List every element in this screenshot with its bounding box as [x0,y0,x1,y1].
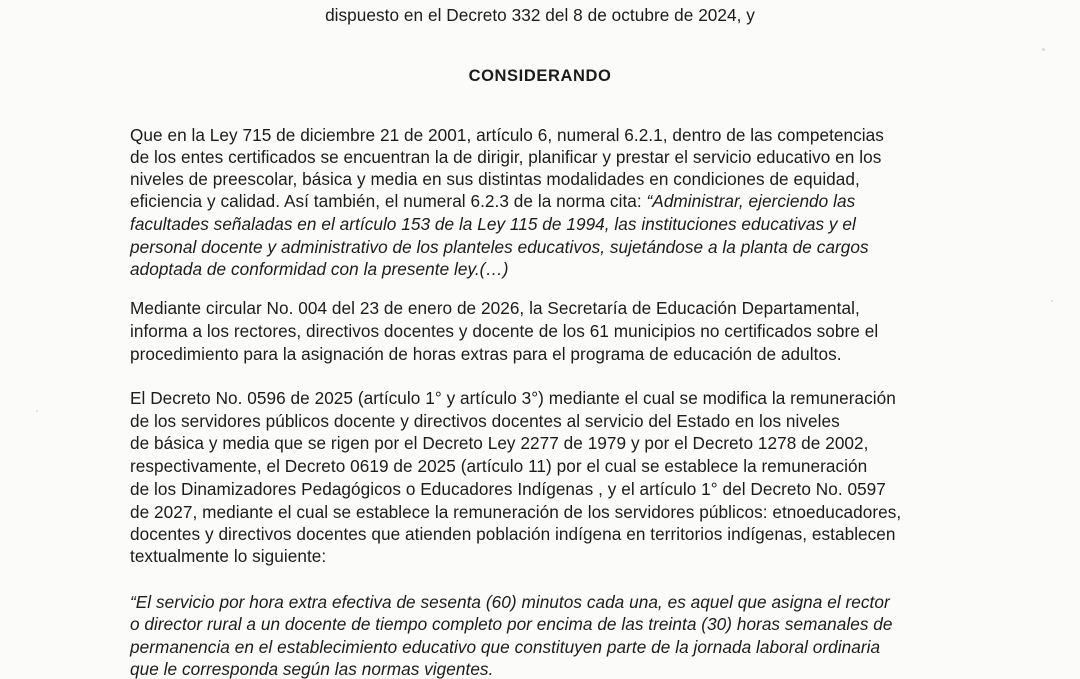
paragraph-1-quote-line: adoptada de conformidad con la presente ley.(…) [130,259,509,279]
paragraph-3-line: respectivamente, el Decreto 0619 de 2025 (artículo 11) por el cual se establece la remuneración [130,456,868,476]
paragraph-4-quote-line: o director rural a un docente de tiempo completo por encima de las treinta (30) horas semanales de [130,614,893,634]
paragraph-1-line: Que en la Ley 715 de diciembre 21 de 2001, artículo 6, numeral 6.2.1, dentro de las competencias [130,125,884,145]
paragraph-3-line: El Decreto No. 0596 de 2025 (artículo 1° y artículo 3°) mediante el cual se modifica la remuneración [130,388,896,408]
paragraph-3-line: textualmente lo siguiente: [130,546,327,566]
paragraph-3-line: de los servidores públicos docente y directivos docentes al servicio del Estado en los niveles [130,411,840,431]
heading-considerando: CONSIDERANDO [468,67,612,85]
header-line: dispuesto en el Decreto 332 del 8 de octubre de 2024, y [325,5,755,25]
paragraph-1-line [130,191,990,211]
paragraph-3-line: docentes y directivos docentes que atienden población indígena en territorios indígenas, establecen [130,524,896,544]
paragraph-2-line: procedimiento para la asignación de horas extras para el programa de educación de adultos. [130,344,842,364]
scan-speck [36,410,38,412]
paragraph-2-line: informa a los rectores, directivos docentes y docente de los 61 municipios no certificados sobre el [130,321,879,341]
paragraph-4-quote-line: “El servicio por hora extra efectiva de sesenta (60) minutos cada una, es aquel que asigna el rector [130,592,890,612]
paragraph-1-quote-line: personal docente y administrativo de los planteles educativos, sujetándose a la planta de cargos [130,237,869,257]
paragraph-4-quote-line: que le corresponda según las normas vigentes. [130,659,494,679]
quote-start: “Administrar, ejerciendo las [646,191,856,211]
scan-speck [1051,300,1053,302]
paragraph-1-quote-line: facultades señaladas en el artículo 153 de la Ley 115 de 1994, las instituciones educativas y el [130,214,856,234]
paragraph-4-quote-line: permanencia en el establecimiento educativo que constituyen parte de la jornada laboral ordinaria [130,637,881,657]
paragraph-1-line: de los entes certificados se encuentran la de dirigir, planificar y prestar el servicio educativo en los [130,147,882,167]
scan-speck [1042,48,1045,51]
paragraph-3-line: de 2027, mediante el cual se establece la remuneración de los servidores públicos: etnoeducadores, [130,502,902,522]
paragraph-3-line: de los Dinamizadores Pedagógicos o Educadores Indígenas , y el artículo 1° del Decreto No. 0597 [130,479,886,499]
paragraph-1-line-text: eficiencia y calidad. Así también, el numeral 6.2.3 de la norma cita: [130,191,647,211]
paragraph-3-line: de básica y media que se rigen por el Decreto Ley 2277 de 1979 y por el Decreto 1278 de 2002, [130,433,869,453]
paragraph-2-line: Mediante circular No. 004 del 23 de enero de 2026, la Secretaría de Educación Departamental, [130,298,860,318]
paragraph-1-line: niveles de preescolar, básica y media en sus distintas modalidades en condiciones de equidad, [130,169,860,189]
